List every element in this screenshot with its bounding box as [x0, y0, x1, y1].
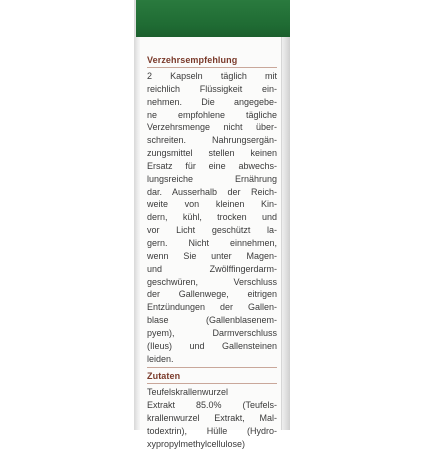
- text-line: Extrakt 85.0% (Teufels-: [147, 400, 277, 411]
- text-line: blase (Gallenblasenem-: [147, 315, 277, 326]
- text-line: reichlich Flüssigkeit ein-: [147, 83, 277, 94]
- text-line: leiden.: [147, 353, 174, 364]
- box-right-edge: [282, 37, 290, 430]
- text-line: wenn Sie unter Magen-: [147, 250, 277, 261]
- text-line: Ersatz für eine abwechs-: [147, 160, 277, 171]
- text-line: todextrin), Hülle (Hydro-: [147, 425, 277, 436]
- text-line: Verzehrsmenge nicht über-: [147, 122, 277, 133]
- text-line: krallenwurzel Extrakt, Mal-: [147, 413, 277, 424]
- text-line: xypropylmethylcellulose): [147, 438, 246, 449]
- text-line: geschwüren, Verschluss: [147, 276, 277, 287]
- text-line: der Gallenwege, eitrigen: [147, 289, 277, 300]
- text-line: nehmen. Die angegebe-: [147, 96, 277, 107]
- text-line: (Ileus) und Gallensteinen: [147, 340, 277, 351]
- text-line: lungsreiche Ernährung: [147, 173, 277, 184]
- green-header-band: [136, 0, 290, 37]
- ingredients-text: [147, 386, 277, 450]
- text-line: dar. Ausserhalb der Reich-: [147, 186, 277, 197]
- recommendation-heading: Verzehrsempfehlung: [147, 55, 238, 65]
- ingredients-heading: Zutaten: [147, 371, 181, 382]
- text-line: schreiten. Nahrungsergän-: [147, 135, 277, 146]
- text-line: und Zwölffingerdarm-: [147, 263, 277, 274]
- text-line: weite von kleinen Kin-: [147, 199, 277, 210]
- text-line: pyem), Darmverschluss: [147, 327, 277, 338]
- heading-underline: [147, 383, 277, 384]
- section-divider: [147, 367, 277, 368]
- text-line: 2 Kapseln täglich mit: [147, 71, 277, 81]
- text-line: gern. Nicht einnehmen,: [147, 237, 277, 248]
- heading-underline: [147, 67, 277, 68]
- text-line: vor Licht geschützt la-: [147, 225, 277, 236]
- text-line: zungsmittel stellen keinen: [147, 148, 277, 159]
- text-line: Entzündungen der Gallen-: [147, 302, 277, 313]
- text-line: dern, kühl, trocken und: [147, 212, 277, 223]
- label-text-block: [147, 55, 277, 451]
- recommendation-text: [147, 70, 277, 365]
- text-line: ne empfohlene tägliche: [147, 109, 277, 120]
- text-line: Teufelskrallenwurzel: [147, 387, 229, 398]
